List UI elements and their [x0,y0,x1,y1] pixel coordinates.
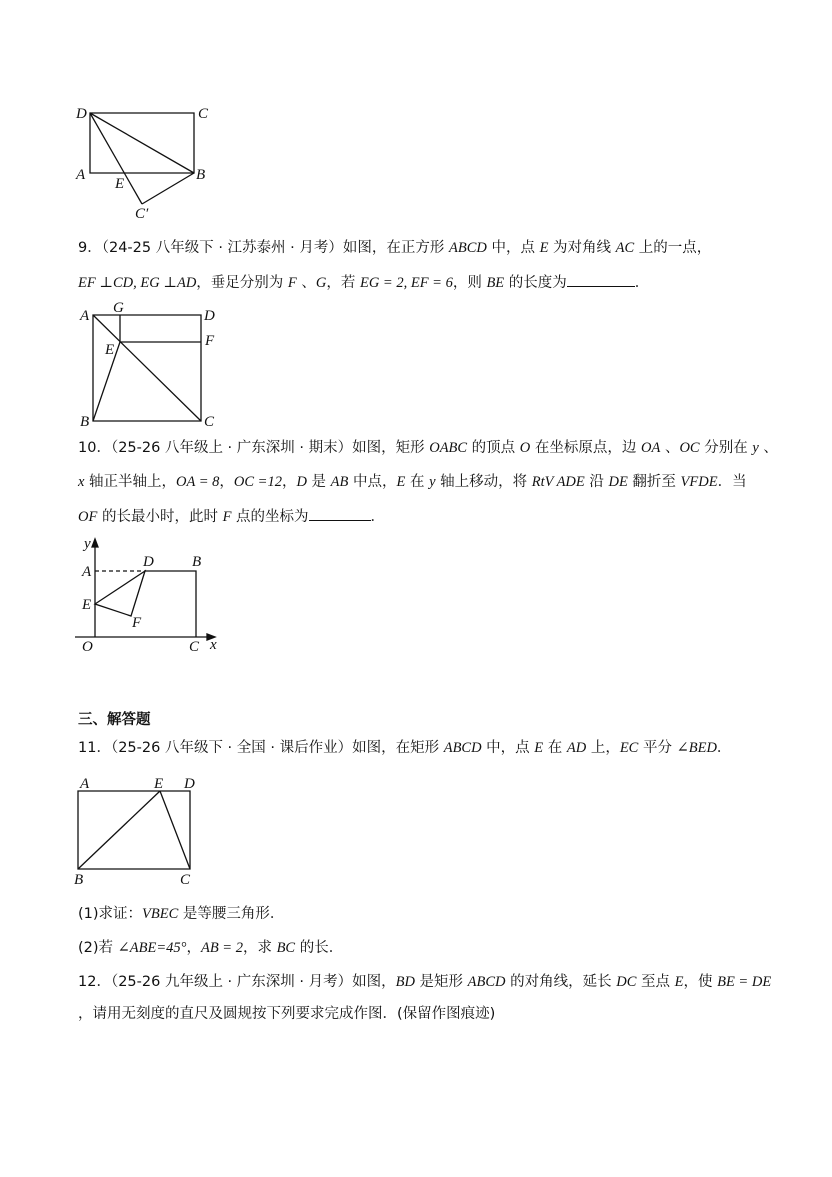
q10-text: 、 [758,440,778,456]
q11-label-a: A [80,776,90,792]
q11-label-b: B [74,872,84,888]
q8-label-a: A [76,167,86,183]
q9-text: ． [634,275,650,291]
q10-triangle-def [95,571,145,616]
q9-text: ，若 [326,275,360,291]
q11-bc: BC [276,940,296,956]
q10-answer-blank[interactable] [309,506,371,521]
q12-be-de: BE = DE [717,974,772,990]
q9-text: 中，点 [486,240,540,256]
q11-segment-be [78,791,160,869]
q10-text: 分别在 [699,440,753,456]
q9-label-g: G [113,300,124,316]
q10-text: 的长最小时，此时 [97,509,223,525]
q11-text: (2)若 [78,940,118,956]
q11-ec: EC [619,740,639,756]
q10-label-y: y [84,536,91,552]
q9-abcd: ABCD [449,240,487,256]
q12-text: 至点 [636,974,675,990]
q12-line-1 [78,972,771,992]
q9-ac: AC [615,240,635,256]
q12-line-2: ，请用无刻度的直尺及圆规按下列要求完成作图．(保留作图痕迹) [78,1006,496,1022]
q12-source: （25-26 九年级上 · 广东深圳 · 月考） [110,974,353,990]
q11-text: ， [186,940,201,956]
q11-triangle-bec: VBEC [142,906,179,922]
q11-source: （25-26 八年级下 · 全国 · 课后作业） [110,740,353,756]
q10-triangle-ade: RtV ADE [531,474,585,490]
q11-rectangle [78,791,190,869]
q9-label-f: F [205,333,215,349]
q10-text: 点的坐标为 [231,509,309,525]
q11-line-1 [78,738,731,758]
q10-x: x [78,474,85,490]
q9-text: 如图，在正方形 [342,240,449,256]
q12-text: 的对角线，延长 [505,974,617,990]
q10-text: 中点， [348,474,397,490]
q9-point-f: F [287,275,297,291]
q8-label-d: D [76,106,87,122]
q11-label-e: E [154,776,164,792]
q9-label-a: A [80,308,90,324]
q10-text: 在 [405,474,430,490]
q11-text: 是等腰三角形． [178,906,285,922]
q12-text: ，使 [683,974,718,990]
q10-point-o: O [519,440,531,456]
q11-part-2 [78,938,343,958]
q9-values: EG = 2, EF = 6 [359,275,453,291]
q10-label-f: F [132,615,142,631]
q11-text: 的长． [295,940,344,956]
q9-text: ，垂足分别为 [196,275,288,291]
q10-ab: AB [330,474,349,490]
q11-text: ． [716,740,732,756]
q11-text: (1)求证： [78,906,143,922]
q8-label-b: B [196,167,206,183]
q9-line-1 [78,238,711,258]
q10-text: ， [281,474,297,490]
q10-de: DE [608,474,628,490]
q12-bd: BD [395,974,415,990]
q10-oc: OC [679,440,700,456]
q10-rectangle-dbc [145,571,196,637]
q10-triangle-fde: VFDE [680,474,718,490]
q8-fold-bc [142,173,194,204]
q11-ad: AD [566,740,587,756]
q8-figure [70,100,220,222]
q11-ab-value: AB = 2 [200,940,243,956]
q12-dc: DC [616,974,637,990]
q9-label-d: D [204,308,215,324]
q8-label-c: C [198,106,209,122]
q8-label-e: E [115,176,125,192]
q11-text: 平分 [638,740,677,756]
q11-angle-abe: ∠ABE=45° [117,940,187,956]
q10-point-d: D [296,474,307,490]
q10-text: 如图，矩形 [352,440,430,456]
q10-label-a: A [82,564,92,580]
q11-text: 如图，在矩形 [352,740,444,756]
q9-point-g: G [315,275,327,291]
q10-label-e: E [82,597,92,613]
q11-figure [70,772,210,890]
q10-point-e: E [396,474,406,490]
q8-label-cprime: C′ [135,206,149,222]
q9-text: 的长度为 [504,275,567,291]
q11-label-c: C [180,872,191,888]
q10-y: y [752,440,759,456]
q9-figure [72,296,232,431]
q9-conditions: EF ⊥CD, EG ⊥AD [78,275,197,291]
q11-point-e: E [534,740,544,756]
q10-text: 、 [660,440,680,456]
q10-point-f: F [222,509,232,525]
q10-text: 轴正半轴上， [84,474,177,490]
q11-abcd: ABCD [443,740,482,756]
q9-answer-blank[interactable] [567,272,635,287]
q10-label-x: x [210,637,217,653]
q10-line-3 [78,506,385,527]
q10-line-2 [78,472,747,492]
q10-text: 沿 [584,474,609,490]
q11-text: 中，点 [481,740,535,756]
q11-text: ，求 [242,940,277,956]
q10-label-b: B [192,554,202,570]
q10-y-arrow [92,539,98,547]
q10-oa-value: OA = 8 [176,474,220,490]
q10-label-c: C [189,639,200,655]
q10-text: 的顶点 [467,440,520,456]
q9-line-2 [78,272,649,293]
q10-number: 10． [78,440,111,456]
q10-y2: y [429,474,436,490]
q8-diagonal-db [90,113,194,173]
q9-source: （24-25 八年级下 · 江苏泰州 · 月考） [101,240,343,256]
q12-text: 是矩形 [414,974,468,990]
q12-abcd: ABCD [467,974,506,990]
q9-point-e: E [539,240,549,256]
q9-text: 、 [296,275,316,291]
q9-be: BE [486,275,505,291]
q10-source: （25-26 八年级上 · 广东深圳 · 期末） [110,440,353,456]
q10-text: 翻折至 [627,474,681,490]
q10-label-d: D [143,554,154,570]
section-heading: 三、解答题 [78,712,151,728]
q10-oc-value: OC =12 [233,474,282,490]
q11-part-1 [78,904,284,924]
q10-text: ．当 [717,474,747,490]
q10-text: ， [219,474,234,490]
q9-text: ，则 [452,275,487,291]
q9-label-b: B [80,414,90,430]
q9-number: 9． [78,240,102,256]
q12-point-e: E [674,974,684,990]
q10-text: 是 [306,474,331,490]
q10-text: ． [370,509,386,525]
q10-figure [70,532,230,656]
q11-text: 上， [586,740,620,756]
q12-text: 如图， [352,974,396,990]
q11-angle-bed: ∠BED [676,740,717,756]
q11-label-d: D [184,776,195,792]
q12-number: 12． [78,974,111,990]
q10-line-1 [78,438,778,458]
q9-label-c: C [204,414,215,430]
q10-text: 在坐标原点，边 [530,440,641,456]
q11-segment-ec [160,791,190,869]
q9-text: 为对角线 [548,240,616,256]
q10-label-o: O [82,639,93,655]
q9-diagonal-ac [93,315,201,421]
q10-oabc: OABC [429,440,468,456]
q9-text: 上的一点， [634,240,712,256]
q9-label-e: E [105,342,115,358]
q11-text: 在 [543,740,567,756]
q10-oa: OA [641,440,661,456]
q11-number: 11． [78,740,111,756]
q10-of: OF [78,509,98,525]
q10-text: 轴上移动，将 [435,474,532,490]
